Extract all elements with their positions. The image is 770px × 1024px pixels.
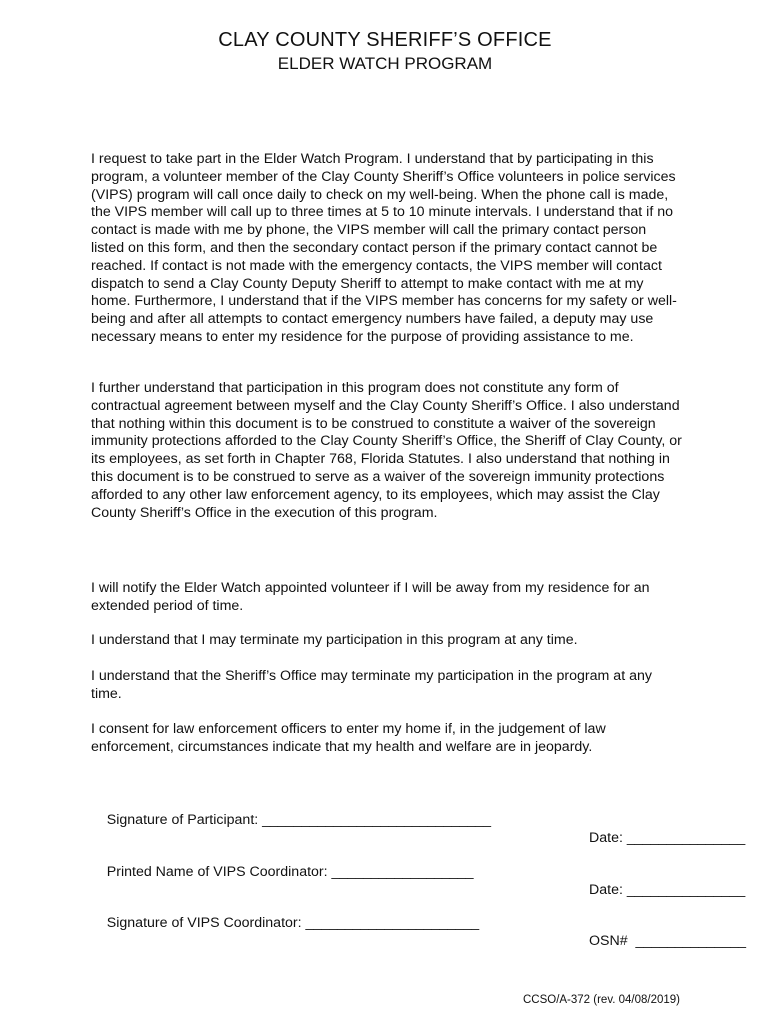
signature-coordinator-line[interactable] [91,896,746,968]
paragraph-participation-request: I request to take part in the Elder Watch Program. I understand that by participating in this program, a volunteer member of the Clay County Sheriff’s Office volunteers in police services (VIPS) program will call once daily to check on my well-being. When the phone call is made, the VIPS member will call up to three times at 5 to 10 minute intervals. I understand that if no contact is made with me by phone, the VIPS member will call the primary contact person listed on this form, and then the secondary contact person if the primary contact cannot be reached. If contact is not made with the emergency contacts, the VIPS member will contact dispatch to send a Clay County Deputy Sheriff to attempt to make contact with me at my home. Furthermore, I understand that if the VIPS member has concerns for my safety or well-being and after all attempts to contact emergency numbers have failed, a deputy may use necessary means to enter my residence for the purpose of providing assistance to me. [91,151,677,345]
signature-participant-label: Signature of Participant: _____________________________ [106,812,491,828]
paragraph-entry-consent: I consent for law enforcement officers to enter my home if, in the judgement of law enforcement, circumstances indicate that my health and welfare are in jeopardy. [91,721,606,755]
signature-coordinator-label: Signature of VIPS Coordinator: ______________________ [106,915,480,931]
printed-name-coordinator-label: Printed Name of VIPS Coordinator: __________________ [106,864,474,880]
osn-number-field[interactable]: OSN# ______________ [589,933,746,949]
document-title: CLAY COUNTY SHERIFF’S OFFICE [218,29,552,51]
participant-date-field[interactable]: Date: _______________ [589,830,746,846]
paragraph-notify-absence: I will notify the Elder Watch appointed volunteer if I will be away from my residence for an extended period of time. [91,580,650,614]
document-subtitle: ELDER WATCH PROGRAM [277,54,493,73]
coordinator-name-date-field[interactable]: Date: _______________ [589,882,746,898]
paragraph-participant-termination: I understand that I may terminate my participation in this program at any time. [91,632,578,648]
paragraph-office-termination: I understand that the Sheriff’s Office may terminate my participation in the program at any time. [91,668,652,702]
form-number: CCSO/A-372 (rev. 04/08/2019) [522,994,680,1006]
paragraph-liability-waiver: I further understand that participation in this program does not constitute any form of contractual agreement between myself and the Clay County Sheriff’s Office. I also understand that nothing within this document is to be construed to constitute a waiver of the sovereign immunity protections afforded to the Clay County Sheriff’s Office, the Sheriff of Clay County, or its employees, as set forth in Chapter 768, Florida Statutes. I also understand that nothing in this document is to be construed to serve as a waiver of the sovereign immunity protections afforded to any other law enforcement agency, to its employees, which may assist the Clay County Sheriff’s Office in the execution of this program. [91,380,682,521]
